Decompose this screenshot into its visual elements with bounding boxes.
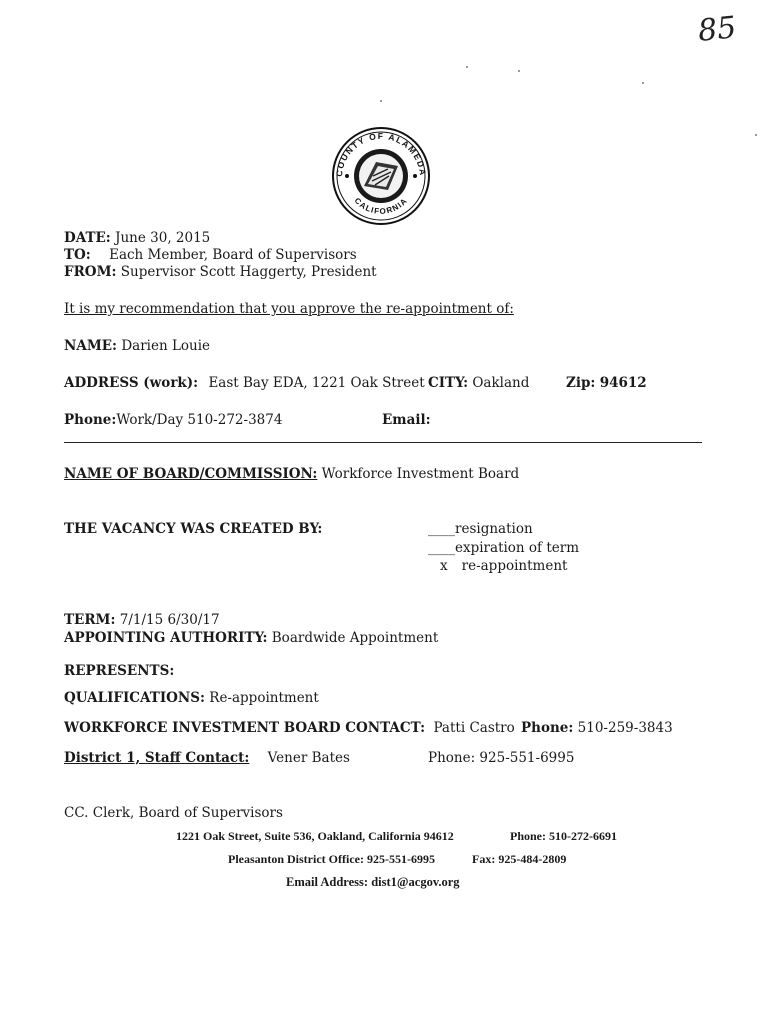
represents-label: REPRESENTS: (64, 663, 175, 679)
zip-label: Zip: (566, 375, 596, 391)
term-label: TERM: (64, 612, 116, 628)
district-value: Vener Bates (267, 750, 350, 766)
vacancy-mark: ____ (428, 521, 455, 537)
vacancy-option-text: re-appointment (461, 558, 568, 574)
date-label: DATE: (64, 230, 111, 246)
name-line (64, 338, 210, 354)
email-label: Email: (382, 412, 431, 428)
name-label: NAME: (64, 338, 118, 354)
county-seal-icon (328, 126, 434, 226)
vacancy-mark: ____ (428, 540, 455, 556)
name-value: Darien Louie (121, 338, 211, 354)
address-line (64, 375, 425, 391)
to-label: TO: (64, 247, 91, 263)
scan-speck (518, 70, 520, 72)
authority-label: APPOINTING AUTHORITY: (64, 630, 268, 646)
qualifications-label: QUALIFICATIONS: (64, 690, 205, 706)
phone-value: Work/Day 510-272-3874 (116, 412, 283, 428)
to-value: Each Member, Board of Supervisors (109, 247, 357, 263)
to-line (64, 247, 357, 263)
recommendation-text: It is my recommendation that you approve the re-appointment of: (64, 301, 514, 317)
vacancy-option-reappointment (440, 558, 567, 574)
wib-phone-label: Phone: (521, 720, 574, 736)
vacancy-label: THE VACANCY WAS CREATED BY: (64, 521, 323, 537)
vacancy-option-text: resignation (455, 521, 533, 537)
cc-line: CC. Clerk, Board of Supervisors (64, 805, 283, 821)
board-label: NAME OF BOARD/COMMISSION: (64, 466, 318, 482)
address-value: East Bay EDA, 1221 Oak Street (208, 375, 425, 391)
vacancy-option-expiration (428, 540, 579, 556)
authority-line (64, 630, 438, 646)
wib-phone-line (521, 720, 673, 736)
city-label: CITY: (428, 375, 469, 391)
term-value: 7/1/15 6/30/17 (119, 612, 220, 628)
from-line (64, 264, 377, 280)
authority-value: Boardwide Appointment (271, 630, 439, 646)
phone-line (64, 412, 282, 428)
zip-value: 94612 (599, 375, 647, 391)
wib-contact-label: WORKFORCE INVESTMENT BOARD CONTACT: (64, 720, 426, 736)
vacancy-mark: x (440, 558, 448, 574)
divider (64, 442, 702, 443)
footer-address: 1221 Oak Street, Suite 536, Oakland, California 94612 (176, 829, 454, 843)
address-label: ADDRESS (work): (64, 375, 199, 391)
seal-top-text: COUNTY OF ALAMEDA (333, 130, 429, 178)
term-line (64, 612, 220, 628)
wib-contact-value: Patti Castro (433, 720, 515, 736)
qualifications-line (64, 690, 319, 706)
scan-speck (642, 82, 644, 84)
city-value: Oakland (472, 375, 530, 391)
zip-line (566, 375, 647, 391)
phone-label: Phone: (64, 412, 117, 428)
footer-district-office: Pleasanton District Office: 925-551-6995 (228, 852, 435, 866)
date-value: June 30, 2015 (115, 230, 211, 246)
date-line (64, 230, 210, 246)
from-value: Supervisor Scott Haggerty, President (120, 264, 377, 280)
scan-speck (380, 100, 382, 102)
footer-fax: Fax: 925-484-2809 (472, 852, 567, 866)
scan-speck (466, 66, 468, 68)
footer-phone: Phone: 510-272-6691 (510, 829, 617, 843)
handwritten-page-number: 85 (696, 10, 738, 49)
board-value: Workforce Investment Board (321, 466, 520, 482)
footer-email: Email Address: dist1@acgov.org (286, 875, 460, 889)
board-line (64, 466, 519, 482)
vacancy-option-text: expiration of term (455, 540, 580, 556)
vacancy-option-resignation (428, 521, 533, 537)
district-phone: Phone: 925-551-6995 (428, 750, 575, 766)
qualifications-value: Re-appointment (209, 690, 319, 706)
wib-phone-value: 510-259-3843 (577, 720, 673, 736)
scan-speck (755, 134, 757, 136)
district-line (64, 750, 350, 766)
seal-bottom-text: CALIFORNIA (352, 196, 410, 216)
district-label: District 1, Staff Contact: (64, 750, 250, 766)
wib-contact-line (64, 720, 515, 736)
from-label: FROM: (64, 264, 117, 280)
city-line (428, 375, 529, 391)
